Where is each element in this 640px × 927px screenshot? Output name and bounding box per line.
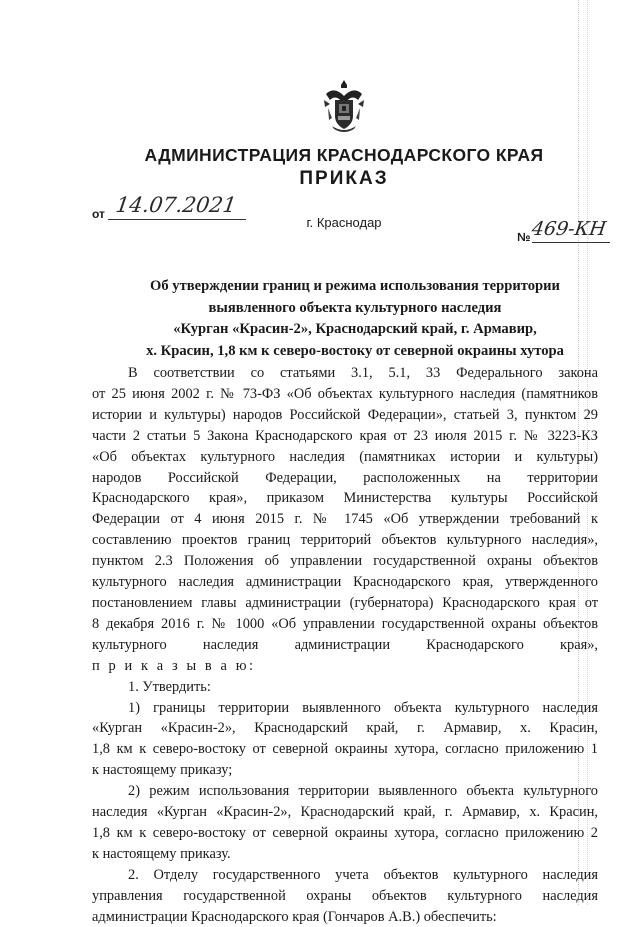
krasnodar-coat-of-arms-icon [322,78,366,134]
subject-line: Об утверждении границ и режима использования территории [150,278,560,294]
body-line: культурного наследия администрации Краснодарского края», [92,636,598,653]
subject-line: «Курган «Красин-2», Краснодарский край, г. Армавир, [173,321,537,337]
number-prefix: № [517,230,531,244]
body-line: постановлением главы администрации (губернатора) Краснодарского края от [92,594,598,611]
body-line: части 2 статьи 5 Закона Краснодарского края от 23 июля 2015 г. № 3223-КЗ [92,427,598,444]
city-label: г. Краснодар [306,215,382,230]
body-line-prikazyvayu: п р и к а з ы в а ю: [92,657,256,674]
body-line: Краснодарского края», приказом Министерства культуры Российской [92,490,598,507]
body-line: от 25 июня 2002 г. № 73-ФЗ «Об объектах культурного наследия (памятников [92,385,598,402]
order-subject [140,276,570,362]
body-line: Федерации от 4 июня 2015 г. № 1745 «Об утверждении требований к [92,511,598,528]
body-line: к настоящему приказу. [92,845,231,862]
body-line: пунктом 2.3 Положения об управлении государственной охраны объектов [92,553,598,570]
subject-line: х. Красин, 1,8 км к северо-востоку от северной окраины хутора [146,342,564,359]
body-line: 1. Утвердить: [128,678,211,695]
document-type: ПРИКАЗ [299,168,389,189]
body-line: «Курган «Красин-2», Краснодарский край, г. Армавир, х. Красин, [92,720,598,737]
body-line: «Об объектах культурного наследия (памятниках истории и культуры) [92,448,598,465]
date-handwritten: 14.07.2021 [114,193,238,217]
body-line: к настоящему приказу; [92,762,233,779]
date-prefix: от [92,207,105,221]
body-line: 1,8 км к северо-востоку от северной окраины хутора, согласно приложению 2 [92,824,598,841]
body-line: народов Российской Федерации, расположенных на территории [92,469,598,486]
body-line: 8 декабря 2016 г. № 1000 «Об управлении государственной охраны объектов [92,615,598,632]
number-handwritten: 469-КН [530,218,608,240]
number-underline [532,242,610,243]
body-line: управления государственной охраны объектов культурного наследия [92,887,598,904]
body-line: администрации Краснодарского края (Гончаров А.В.) обеспечить: [92,908,497,925]
administration-title: АДМИНИСТРАЦИЯ КРАСНОДАРСКОГО КРАЯ [144,145,544,165]
body-line: составлению проектов границ территорий объектов культурного наследия», [92,532,598,549]
body-line: 2) режим использования территории выявленного объекта культурного [128,783,598,800]
body-line: наследия «Курган «Красин-2», Краснодарский край, г. Армавир, х. Красин, [92,804,598,821]
body-line: истории и культуры) народов Российской Федерации», статьей 3, пунктом 29 [92,406,598,423]
body-line: В соответствии со статьями 3.1, 5.1, 33 Федерального закона [128,365,598,381]
body-line: культурного наследия администрации Краснодарского края, утвержденного [92,574,598,591]
body-line: 2. Отделу государственного учета объектов культурного наследия [128,866,598,883]
body-line: 1) границы территории выявленного объекта культурного наследия [128,699,598,716]
order-body [92,363,598,927]
body-line: 1,8 км к северо-востоку от северной окраины хутора, согласно приложению 1 [92,741,598,758]
subject-line: выявленного объекта культурного наследия [208,299,502,316]
